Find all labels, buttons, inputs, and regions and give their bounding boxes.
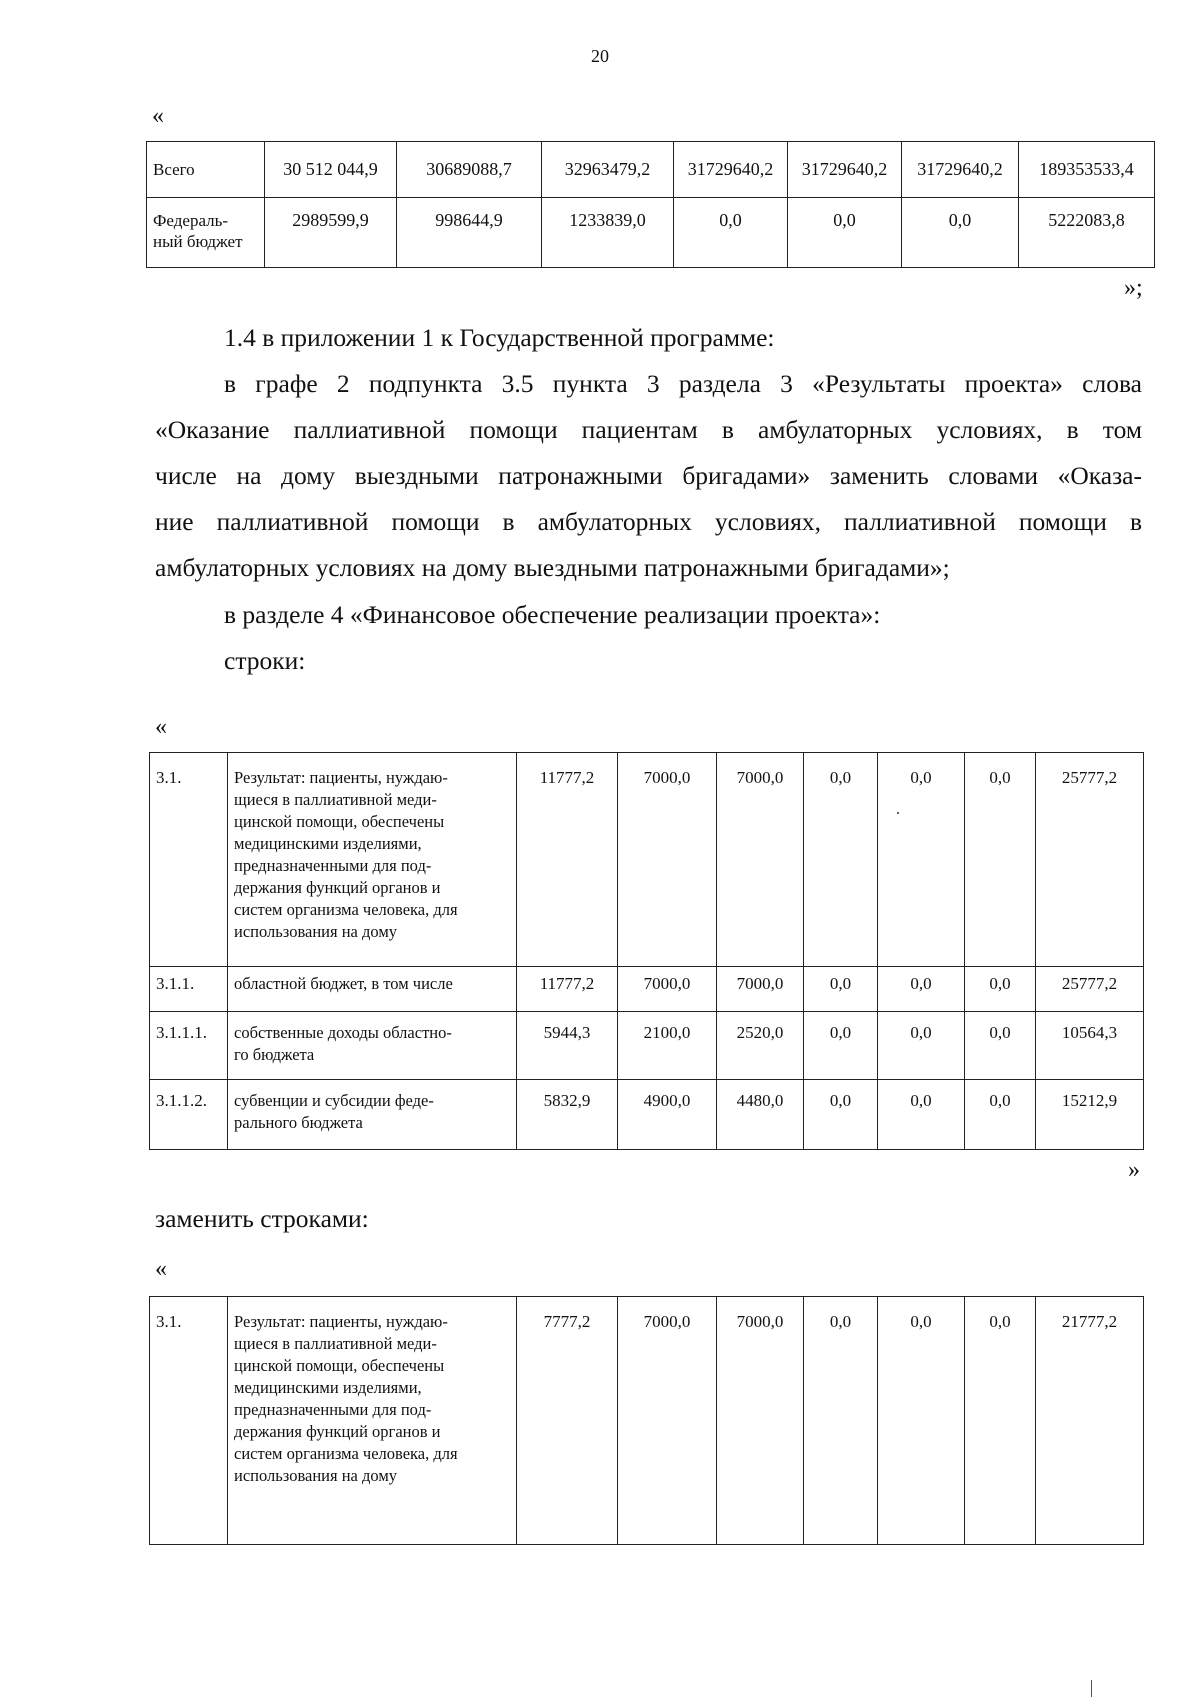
page-number: 20 — [591, 46, 609, 66]
label-line: ный бюджет — [153, 232, 243, 251]
row-description — [228, 1297, 517, 1545]
open-quote-3: « — [155, 1256, 167, 1282]
value-cell: 25777,2 — [1036, 967, 1144, 1012]
table-row — [150, 1297, 1144, 1545]
table-row — [150, 1012, 1144, 1080]
value-cell: 0,0 — [878, 1080, 965, 1150]
value-cell: 21777,2 — [1036, 1297, 1144, 1545]
close-quote-2: » — [1128, 1157, 1140, 1183]
totals-table — [146, 141, 1155, 268]
paragraph-1: 1.4 в приложении 1 к Государственной программе: — [224, 323, 775, 352]
paragraph-2-line-2: «Оказание паллиативной помощи пациентам в амбулаторных условиях, в том — [155, 415, 1142, 444]
open-quote-1: « — [152, 103, 164, 129]
value-cell: 0,0 — [878, 1012, 965, 1080]
desc-line: щиеся в паллиативной меди- — [234, 1334, 437, 1353]
row-description — [228, 1080, 517, 1150]
desc-line: Результат: пациенты, нуждаю- — [234, 768, 448, 787]
value-cell: 7000,0 — [717, 753, 804, 967]
row-code: 3.1.1. — [150, 967, 228, 1012]
value-cell: 0,0 — [965, 1080, 1036, 1150]
desc-line: собственные доходы областно- — [234, 1023, 452, 1042]
value-cell: 5944,3 — [517, 1012, 618, 1080]
value-cell: 4480,0 — [717, 1080, 804, 1150]
value-cell: 10564,3 — [1036, 1012, 1144, 1080]
desc-line: систем организма человека, для — [234, 1444, 458, 1463]
row-code: 3.1. — [150, 1297, 228, 1545]
value-cell: 0,0 — [965, 1012, 1036, 1080]
value-cell: 5832,9 — [517, 1080, 618, 1150]
row-description — [228, 753, 517, 967]
value-cell: 15212,9 — [1036, 1080, 1144, 1150]
value-cell: 30 512 044,9 — [265, 142, 397, 198]
table-row — [150, 967, 1144, 1012]
desc-line: цинской помощи, обеспечены — [234, 812, 445, 831]
value-cell: 0,0 — [674, 198, 788, 268]
value-cell: 0,0 — [965, 967, 1036, 1012]
row-code: 3.1.1.1. — [150, 1012, 228, 1080]
desc-line: рального бюджета — [234, 1113, 363, 1132]
scan-edge-mark — [1091, 1680, 1092, 1697]
desc-line: Результат: пациенты, нуждаю- — [234, 1312, 448, 1331]
desc-line: использования на дому — [234, 922, 398, 941]
label-line: Федераль- — [153, 211, 229, 230]
close-quote-1: »; — [1124, 275, 1143, 301]
desc-line: использования на дому — [234, 1466, 398, 1485]
value-cell: 31729640,2 — [902, 142, 1019, 198]
value-cell: 7000,0 — [618, 1297, 717, 1545]
open-quote-2: « — [155, 714, 167, 740]
desc-line: го бюджета — [234, 1045, 315, 1064]
value-cell: 5222083,8 — [1019, 198, 1155, 268]
value-cell: 7000,0 — [717, 1297, 804, 1545]
value-cell: 25777,2 — [1036, 753, 1144, 967]
value-cell: 0,0 — [965, 1297, 1036, 1545]
row-code: 3.1. — [150, 753, 228, 967]
desc-line: медицинскими изделиями, — [234, 1378, 422, 1397]
row-description — [228, 967, 517, 1012]
paragraph-3: в разделе 4 «Финансовое обеспечение реализации проекта»: — [224, 600, 881, 629]
value-cell: 0,0 — [804, 1297, 878, 1545]
row-label: Всего — [147, 142, 265, 198]
new-rows-table — [149, 1296, 1144, 1545]
scan-speck — [897, 812, 899, 814]
value-cell: 7000,0 — [717, 967, 804, 1012]
value-cell: 0,0 — [804, 967, 878, 1012]
value-cell: 0,0 — [965, 753, 1036, 967]
paragraph-2-line-3: числе на дому выездными патронажными бригадами» заменить словами «Оказа- — [155, 461, 1142, 490]
table-row — [150, 753, 1144, 967]
desc-line: систем организма человека, для — [234, 900, 458, 919]
desc-line: предназначенными для под- — [234, 856, 432, 875]
row-label — [147, 198, 265, 268]
desc-line: субвенции и субсидии феде- — [234, 1091, 434, 1110]
value-cell: 7777,2 — [517, 1297, 618, 1545]
value-cell: 32963479,2 — [542, 142, 674, 198]
desc-line: областной бюджет, в том числе — [234, 974, 453, 993]
value-cell: 2100,0 — [618, 1012, 717, 1080]
value-cell: 0,0 — [902, 198, 1019, 268]
value-cell: 2520,0 — [717, 1012, 804, 1080]
value-cell: 7000,0 — [618, 967, 717, 1012]
value-cell: 0,0 — [878, 753, 965, 967]
value-cell: 0,0 — [878, 967, 965, 1012]
totals-row-all — [147, 142, 1155, 198]
paragraph-2-line-4: ние паллиативной помощи в амбулаторных условиях, паллиативной помощи в — [155, 507, 1142, 536]
value-cell: 0,0 — [788, 198, 902, 268]
paragraph-4: строки: — [224, 646, 306, 675]
value-cell: 0,0 — [804, 1012, 878, 1080]
paragraph-2-line-1: в графе 2 подпункта 3.5 пункта 3 раздела 3 «Результаты проекта» слова — [224, 369, 1142, 398]
value-cell: 4900,0 — [618, 1080, 717, 1150]
desc-line: медицинскими изделиями, — [234, 834, 422, 853]
row-code: 3.1.1.2. — [150, 1080, 228, 1150]
value-cell: 11777,2 — [517, 967, 618, 1012]
old-rows-table — [149, 752, 1144, 1150]
paragraph-2-line-5: амбулаторных условиях на дому выездными патронажными бригадами»; — [155, 553, 950, 582]
value-cell: 189353533,4 — [1019, 142, 1155, 198]
desc-line: держания функций органов и — [234, 878, 441, 897]
value-cell: 998644,9 — [397, 198, 542, 268]
value-cell: 0,0 — [804, 753, 878, 967]
value-cell: 1233839,0 — [542, 198, 674, 268]
totals-row-federal — [147, 198, 1155, 268]
row-description — [228, 1012, 517, 1080]
table-row — [150, 1080, 1144, 1150]
value-cell: 31729640,2 — [674, 142, 788, 198]
desc-line: предназначенными для под- — [234, 1400, 432, 1419]
desc-line: цинской помощи, обеспечены — [234, 1356, 445, 1375]
value-cell: 0,0 — [878, 1297, 965, 1545]
desc-line: щиеся в паллиативной меди- — [234, 790, 437, 809]
value-cell: 7000,0 — [618, 753, 717, 967]
value-cell: 11777,2 — [517, 753, 618, 967]
desc-line: держания функций органов и — [234, 1422, 441, 1441]
value-cell: 2989599,9 — [265, 198, 397, 268]
value-cell: 0,0 — [804, 1080, 878, 1150]
value-cell: 30689088,7 — [397, 142, 542, 198]
paragraph-5: заменить строками: — [155, 1204, 369, 1233]
value-cell: 31729640,2 — [788, 142, 902, 198]
